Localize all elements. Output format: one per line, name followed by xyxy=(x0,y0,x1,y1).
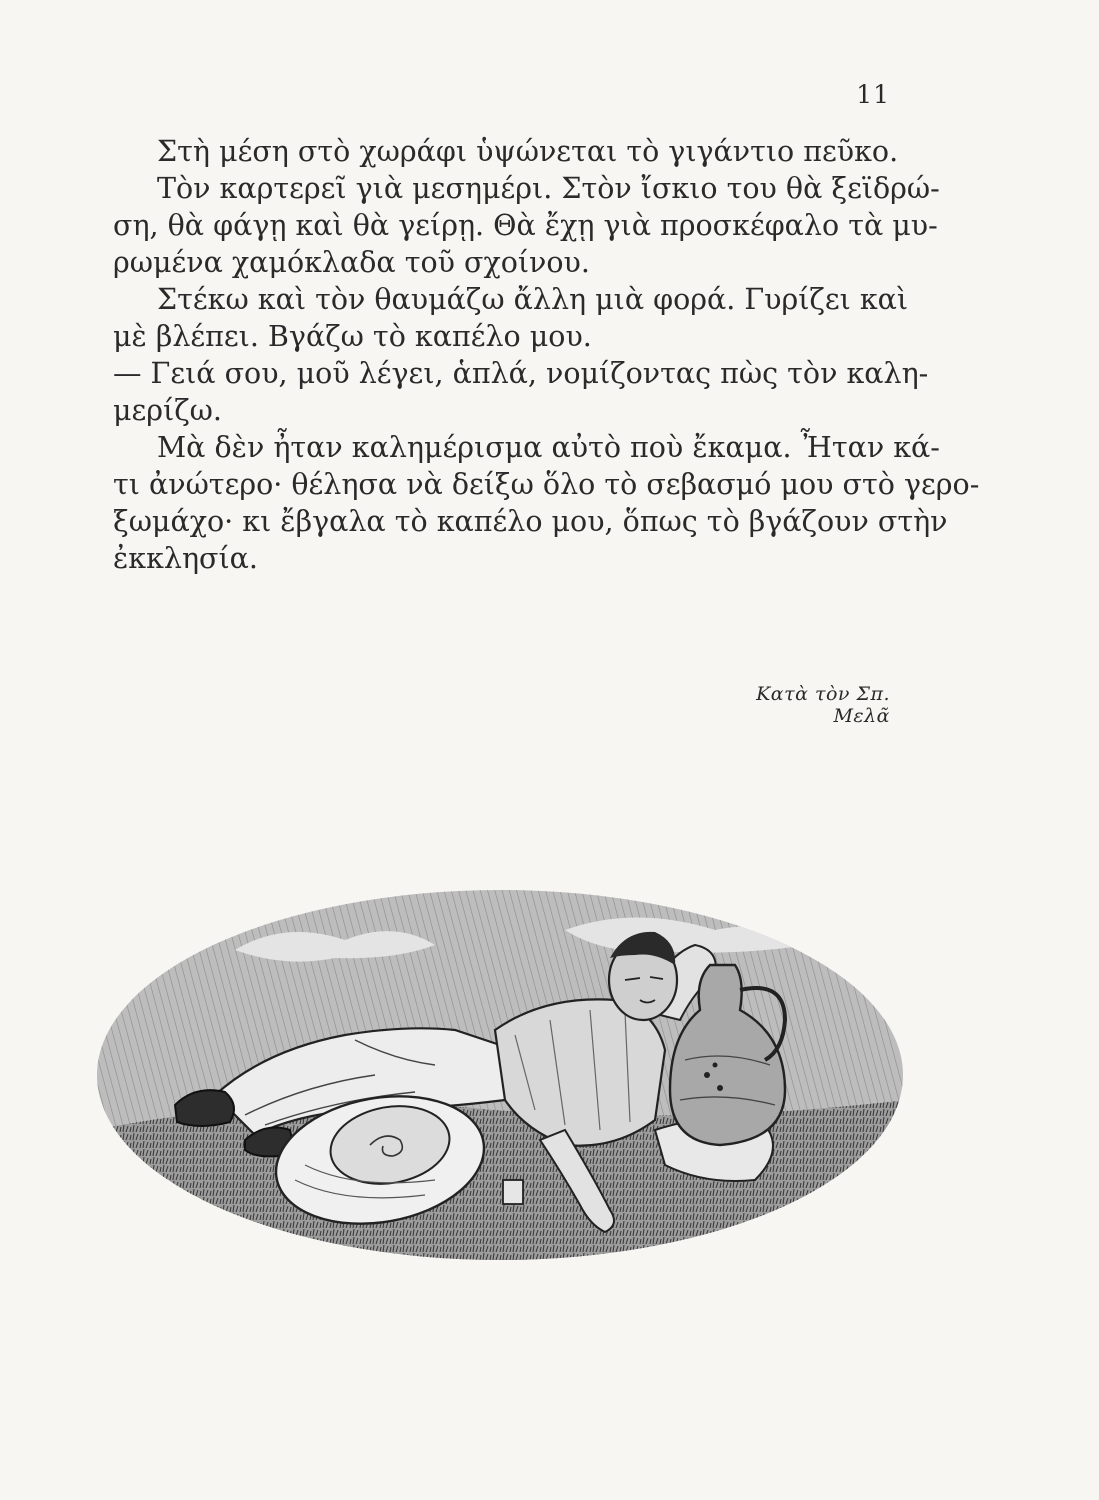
attribution: Κατὰ τὸν Σπ. Μελᾶ xyxy=(756,683,890,727)
cup-shape xyxy=(503,1180,523,1204)
text-line: Τὸν καρτερεῖ γιὰ μεσημέρι. Στὸν ἴσκιο του θὰ ξεϊδρώ- xyxy=(157,172,940,205)
text-line: μερίζω. xyxy=(113,394,222,427)
page-number: 11 xyxy=(856,80,890,109)
text-line: Μὰ δὲν ἦταν καλημέρισμα αὐτὸ ποὺ ἔκαμα. Ἦταν κά- xyxy=(157,431,940,464)
text-line: ση, θὰ φάγῃ καὶ θὰ γείρῃ. Θὰ ἔχῃ γιὰ προσκέφαλο τὰ μυ- xyxy=(113,209,938,242)
body-text xyxy=(113,133,980,577)
text-line: ἐκκλησία. xyxy=(113,542,258,575)
text-line: — Γειά σου, μοῦ λέγει, ἁπλά, νομίζοντας πὼς τὸν καλη- xyxy=(113,357,929,390)
text-line: μὲ βλέπει. Βγάζω τὸ καπέλο μου. xyxy=(113,320,592,353)
text-line: ρωμένα χαμόκλαδα τοῦ σχοίνου. xyxy=(113,246,590,279)
text-line: Στέκω καὶ τὸν θαυμάζω ἄλλη μιὰ φορά. Γυρίζει καὶ xyxy=(157,283,909,316)
farmer-illustration xyxy=(95,860,905,1280)
text-line: Στὴ μέση στὸ χωράφι ὑψώνεται τὸ γιγάντιο πεῦκο. xyxy=(157,135,899,168)
text-line: ξωμάχο· κι ἔβγαλα τὸ καπέλο μου, ὅπως τὸ βγάζουν στὴν xyxy=(113,505,948,538)
text-line: τι ἀνώτερο· θέλησα νὰ δείξω ὅλο τὸ σεβασμό μου στὸ γερο- xyxy=(113,468,980,501)
